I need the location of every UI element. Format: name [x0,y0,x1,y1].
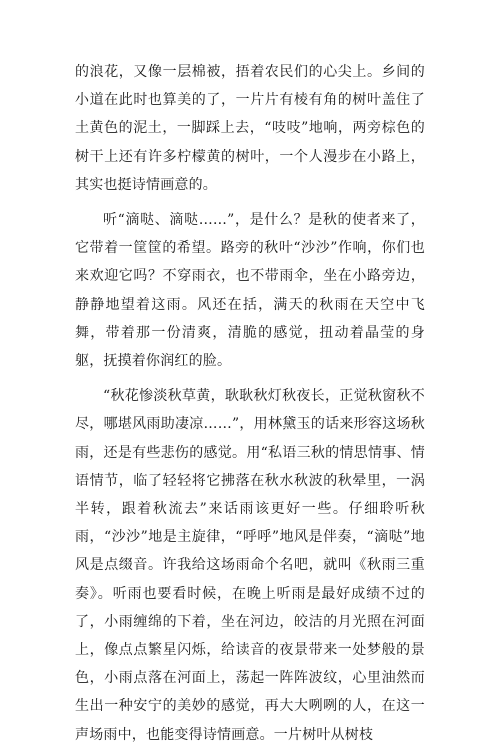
paragraph-2: 听“滴哒、滴哒……”，是什么？是秋的使者来了，它带着一筐筐的希望。路旁的秋叶“沙沙”作响，你们也来欢迎它吗？不穿雨衣，也不带雨伞，坐在小路旁边，静静地望着这雨。风还在括，满天的秋雨在天空中飞舞，带着那一份清爽，清脆的感觉，扭动着晶莹的身躯，抚摸着你润红的脸。 [75,212,425,370]
paragraph-1: 的浪花，又像一层棉被，捂着农民们的心尖上。乡间的小道在此时也算美的了，一片片有棱有角的树叶盖住了土黄色的泥土，一脚踩上去，“吱吱”地响，两旁棕色的树干上还有许多柠檬黄的树叶，一个人漫步在小路上，其实也挺诗情画意的。 [75,64,425,193]
paragraph-3: “秋花惨淡秋草黄，耿耿秋灯秋夜长，正觉秋窗秋不尽，哪堪风雨助凄凉……”，用林黛玉的话来形容这场秋雨，还是有些悲伤的感觉。用“私语三秋的情思情事、情语情节，临了轻轻将它拂落在秋水秋波的秋晕里，一涡半转，跟着秋流去”来话雨该更好一些。仔细聆听秋雨，“沙沙”地是主旋律，“呼呼”地风是伴奏，“滴哒”地风是点缀音。许我给这场雨命个名吧，就叫《秋雨三重奏》。听雨也要看时候，在晚上听雨是最好成绩不过的了，小雨缠绵的下着，坐在河边，皎洁的月光照在河面上，像点点繁星闪烁，给读音的夜景带来一处梦般的景色，小雨点落在河面上，荡起一阵阵波纹，心里油然而生出一种安宁的美妙的感觉，再大大咧咧的人，在这一声场雨中，也能变得诗情画意。一片树叶从树枝 [75,388,425,743]
document-body [75,58,425,756]
